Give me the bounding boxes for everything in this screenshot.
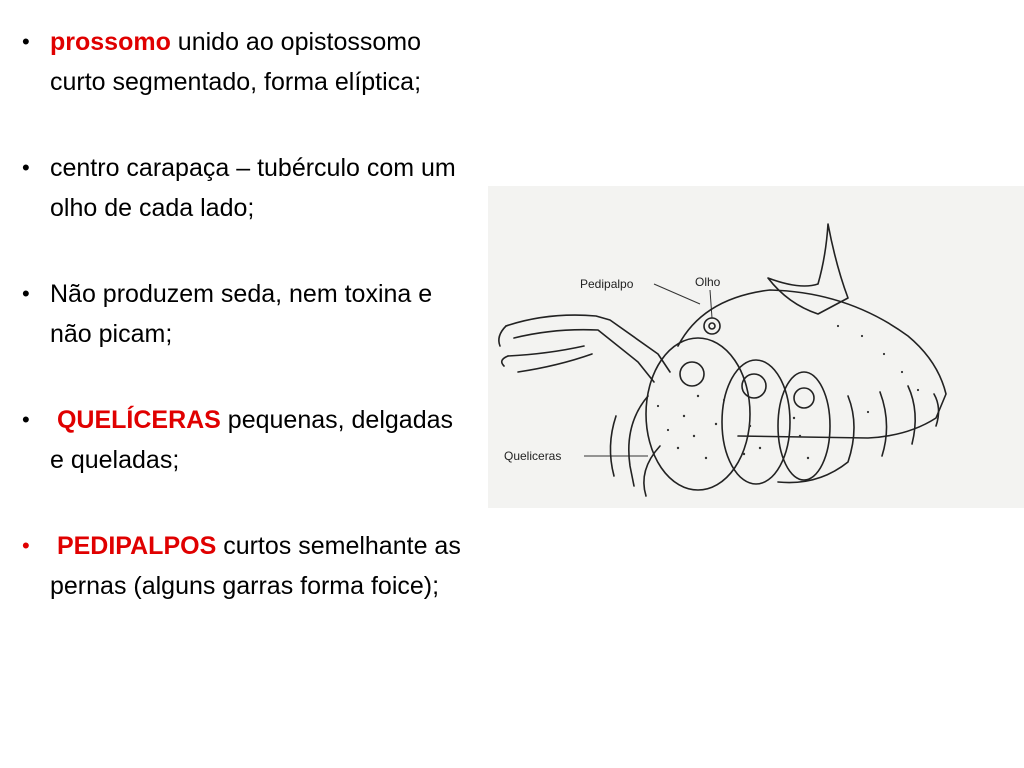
arachnid-illustration: [488, 186, 1024, 508]
label-pedipalpo: Pedipalpo: [580, 277, 634, 291]
bullet-text: curtos semelhante as pernas (alguns garras forma foice);: [50, 532, 461, 600]
bullet-dot-icon: •: [22, 281, 30, 306]
bullet-item-prossomo: [22, 22, 472, 102]
bullet-term: PEDIPALPOS: [56, 532, 217, 560]
bullet-dot-icon: •: [22, 155, 30, 180]
leader-line-olho: [710, 290, 712, 318]
bullet-list: [22, 22, 472, 652]
bullet-text: pequenas, delgadas e queladas;: [50, 406, 454, 474]
bullet-item-pedipalpos: [22, 526, 472, 606]
body-outline: [499, 224, 946, 496]
bullet-term: prossomo: [50, 28, 171, 56]
bullet-dot-icon: •: [22, 533, 30, 558]
bullet-term-prefix: [50, 406, 57, 434]
label-olho: Olho: [695, 275, 721, 289]
bullet-text: Não produzem seda, nem toxina e não picam;: [50, 280, 433, 348]
bullet-dot-icon: •: [22, 29, 30, 54]
leader-line-pedipalpo: [654, 284, 700, 304]
arachnid-drawing: [488, 186, 1024, 508]
bullet-term-prefix: [50, 532, 57, 560]
bullet-text: centro carapaça – tubérculo com um olho de cada lado;: [50, 154, 456, 222]
bullet-item-queliceras: [22, 400, 472, 480]
bullet-item-carapaca: [22, 148, 472, 228]
bullet-term: QUELÍCERAS: [56, 406, 221, 434]
bullet-text: unido ao opistossomo curto segmentado, forma elíptica;: [50, 28, 422, 96]
bullet-item-seda: [22, 274, 472, 354]
bullet-dot-icon: •: [22, 407, 30, 432]
label-queliceras: Queliceras: [504, 449, 562, 463]
